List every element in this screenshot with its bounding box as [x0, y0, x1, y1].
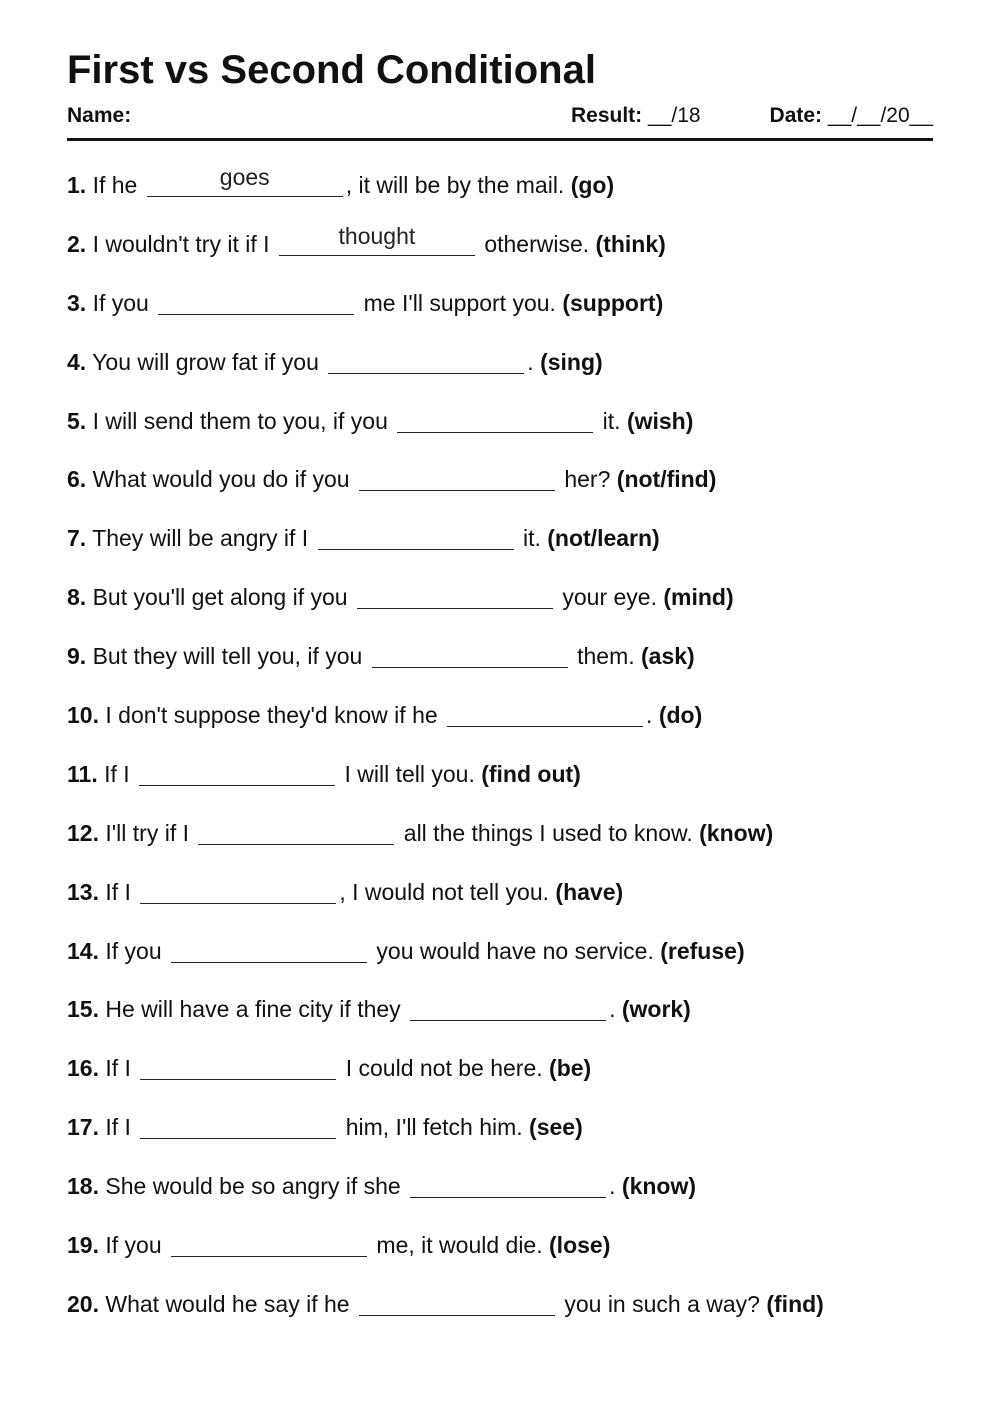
answer-blank[interactable]	[171, 934, 367, 963]
answer-blank[interactable]	[357, 580, 553, 609]
answer-blank[interactable]	[372, 639, 568, 668]
question-number: 19.	[67, 1232, 99, 1259]
answer-blank[interactable]	[279, 222, 475, 256]
verb-hint: (find out)	[481, 760, 581, 787]
question-text-before: You will grow fat if you	[92, 348, 319, 375]
question-number: 5.	[67, 407, 87, 434]
question-text-before: I don't suppose they'd know if he	[105, 702, 438, 729]
question-item	[67, 166, 947, 225]
answer-blank[interactable]	[171, 1228, 367, 1257]
verb-hint: (lose)	[549, 1232, 611, 1259]
question-text-after: .	[609, 996, 616, 1023]
question-text-before: If you	[105, 1232, 162, 1259]
verb-hint: (think)	[595, 230, 666, 257]
question-text-before: If I	[104, 760, 130, 787]
question-text-after: , I would not tell you.	[339, 878, 550, 905]
question-item	[67, 637, 947, 696]
answer-blank[interactable]	[359, 1287, 555, 1316]
verb-hint: (find)	[766, 1290, 824, 1317]
verb-hint: (know)	[699, 819, 774, 846]
question-item	[67, 1108, 947, 1167]
question-text-before: If I	[105, 1055, 131, 1082]
question-text-after: .	[527, 348, 534, 375]
verb-hint: (not/learn)	[547, 525, 660, 552]
question-item	[67, 1049, 947, 1108]
verb-hint: (do)	[658, 702, 703, 729]
verb-hint: (go)	[570, 172, 615, 198]
answer-blank[interactable]	[140, 1110, 336, 1139]
question-text-before: But they will tell you, if you	[92, 643, 363, 670]
answer-blank[interactable]	[447, 698, 643, 727]
header-divider	[67, 138, 933, 141]
verb-hint: (not/find)	[616, 466, 717, 493]
date-label: Date:	[769, 104, 823, 127]
question-number: 13.	[67, 878, 99, 905]
question-number: 15.	[67, 996, 99, 1023]
question-text-after: you in such a way?	[564, 1290, 760, 1317]
question-text-before: What would he say if he	[105, 1290, 350, 1317]
question-item	[67, 222, 947, 284]
answer-blank[interactable]	[328, 345, 524, 374]
question-number: 6.	[67, 466, 87, 493]
question-text-before: I will send them to you, if you	[92, 407, 388, 434]
verb-hint: (work)	[621, 996, 691, 1023]
verb-hint: (refuse)	[660, 937, 745, 964]
result-value: __/18	[648, 104, 701, 127]
question-text-before: If you	[105, 937, 162, 964]
question-item	[67, 1226, 947, 1285]
question-text-after: me I'll support you.	[363, 289, 556, 316]
verb-hint: (see)	[529, 1114, 583, 1141]
question-text-after: all the things I used to know.	[403, 819, 693, 846]
answer-blank[interactable]	[318, 521, 514, 550]
question-number: 1.	[67, 172, 87, 198]
question-item	[67, 402, 947, 461]
question-item	[67, 578, 947, 637]
question-text-after: .	[609, 1173, 616, 1200]
question-item	[67, 343, 947, 402]
question-text-before: If I	[105, 1114, 131, 1141]
answer-blank[interactable]	[359, 462, 555, 491]
date-value: __/__/20__	[827, 104, 933, 127]
answer-blank[interactable]	[147, 164, 343, 197]
answer-blank[interactable]	[158, 286, 354, 315]
question-text-after: it.	[522, 525, 541, 552]
verb-hint: (have)	[555, 878, 624, 905]
question-item	[67, 1167, 947, 1226]
answer-blank[interactable]	[397, 404, 593, 433]
question-number: 11.	[67, 760, 98, 787]
question-number: 17.	[67, 1114, 99, 1141]
question-number: 16.	[67, 1055, 99, 1082]
question-number: 18.	[67, 1173, 99, 1200]
question-item	[67, 284, 947, 343]
question-text-before: But you'll get along if you	[92, 584, 348, 611]
answer-blank[interactable]	[139, 757, 335, 786]
question-text-after: her?	[564, 466, 611, 493]
answer-blank[interactable]	[198, 816, 394, 845]
result-field	[571, 102, 701, 130]
question-item	[67, 755, 947, 814]
result-label: Result:	[571, 104, 643, 127]
answer-blank[interactable]	[410, 1169, 606, 1198]
question-number: 9.	[67, 643, 87, 670]
question-item	[67, 990, 947, 1049]
question-text-before: They will be angry if I	[92, 525, 309, 552]
verb-hint: (mind)	[663, 584, 734, 611]
answer-text: goes	[219, 164, 270, 190]
question-text-before: She would be so angry if she	[105, 1173, 401, 1200]
question-text-after: .	[646, 702, 653, 729]
question-item	[67, 696, 947, 755]
question-number: 2.	[67, 230, 87, 257]
question-item	[67, 814, 947, 873]
name-field	[67, 102, 131, 130]
question-text-after: , it will be by the mail.	[345, 172, 565, 198]
question-text-before: He will have a fine city if they	[105, 996, 401, 1023]
question-number: 12.	[67, 819, 99, 846]
question-number: 3.	[67, 289, 87, 316]
question-text-before: I'll try if I	[105, 819, 189, 846]
answer-blank[interactable]	[140, 1051, 336, 1080]
question-text-before: If I	[105, 878, 131, 905]
question-text-after: your eye.	[562, 584, 657, 611]
question-item	[67, 519, 947, 578]
question-item	[67, 873, 947, 932]
question-number: 8.	[67, 584, 87, 611]
question-text-after: them.	[577, 643, 635, 670]
question-number: 4.	[67, 348, 87, 375]
question-list	[67, 166, 947, 1344]
answer-blank[interactable]	[410, 992, 606, 1021]
question-text-after: I could not be here.	[345, 1055, 543, 1082]
answer-blank[interactable]	[140, 875, 336, 904]
verb-hint: (support)	[562, 289, 664, 316]
question-item	[67, 932, 947, 991]
question-text-before: I wouldn't try it if I	[92, 230, 270, 257]
question-text-after: me, it would die.	[376, 1232, 543, 1259]
question-text-after: it.	[602, 407, 621, 434]
question-number: 20.	[67, 1290, 99, 1317]
question-item	[67, 1285, 947, 1344]
verb-hint: (wish)	[626, 407, 694, 434]
verb-hint: (ask)	[641, 643, 695, 670]
question-item	[67, 460, 947, 519]
page-title: First vs Second Conditional	[67, 48, 596, 92]
date-field	[770, 102, 933, 130]
question-text-after: otherwise.	[484, 230, 590, 257]
verb-hint: (be)	[549, 1055, 592, 1082]
question-number: 10.	[67, 702, 99, 729]
question-text-after: you would have no service.	[376, 937, 654, 964]
question-text-before: What would you do if you	[92, 466, 350, 493]
answer-text: thought	[338, 222, 416, 249]
question-text-before: If you	[92, 289, 149, 316]
question-text-after: him, I'll fetch him.	[345, 1114, 523, 1141]
worksheet-header	[67, 102, 933, 130]
question-number: 7.	[67, 525, 87, 552]
verb-hint: (know)	[621, 1173, 697, 1200]
name-label: Name:	[67, 104, 132, 127]
question-text-after: I will tell you.	[344, 760, 475, 787]
question-text-before: If he	[92, 172, 138, 198]
verb-hint: (sing)	[540, 348, 603, 375]
question-number: 14.	[67, 937, 99, 964]
